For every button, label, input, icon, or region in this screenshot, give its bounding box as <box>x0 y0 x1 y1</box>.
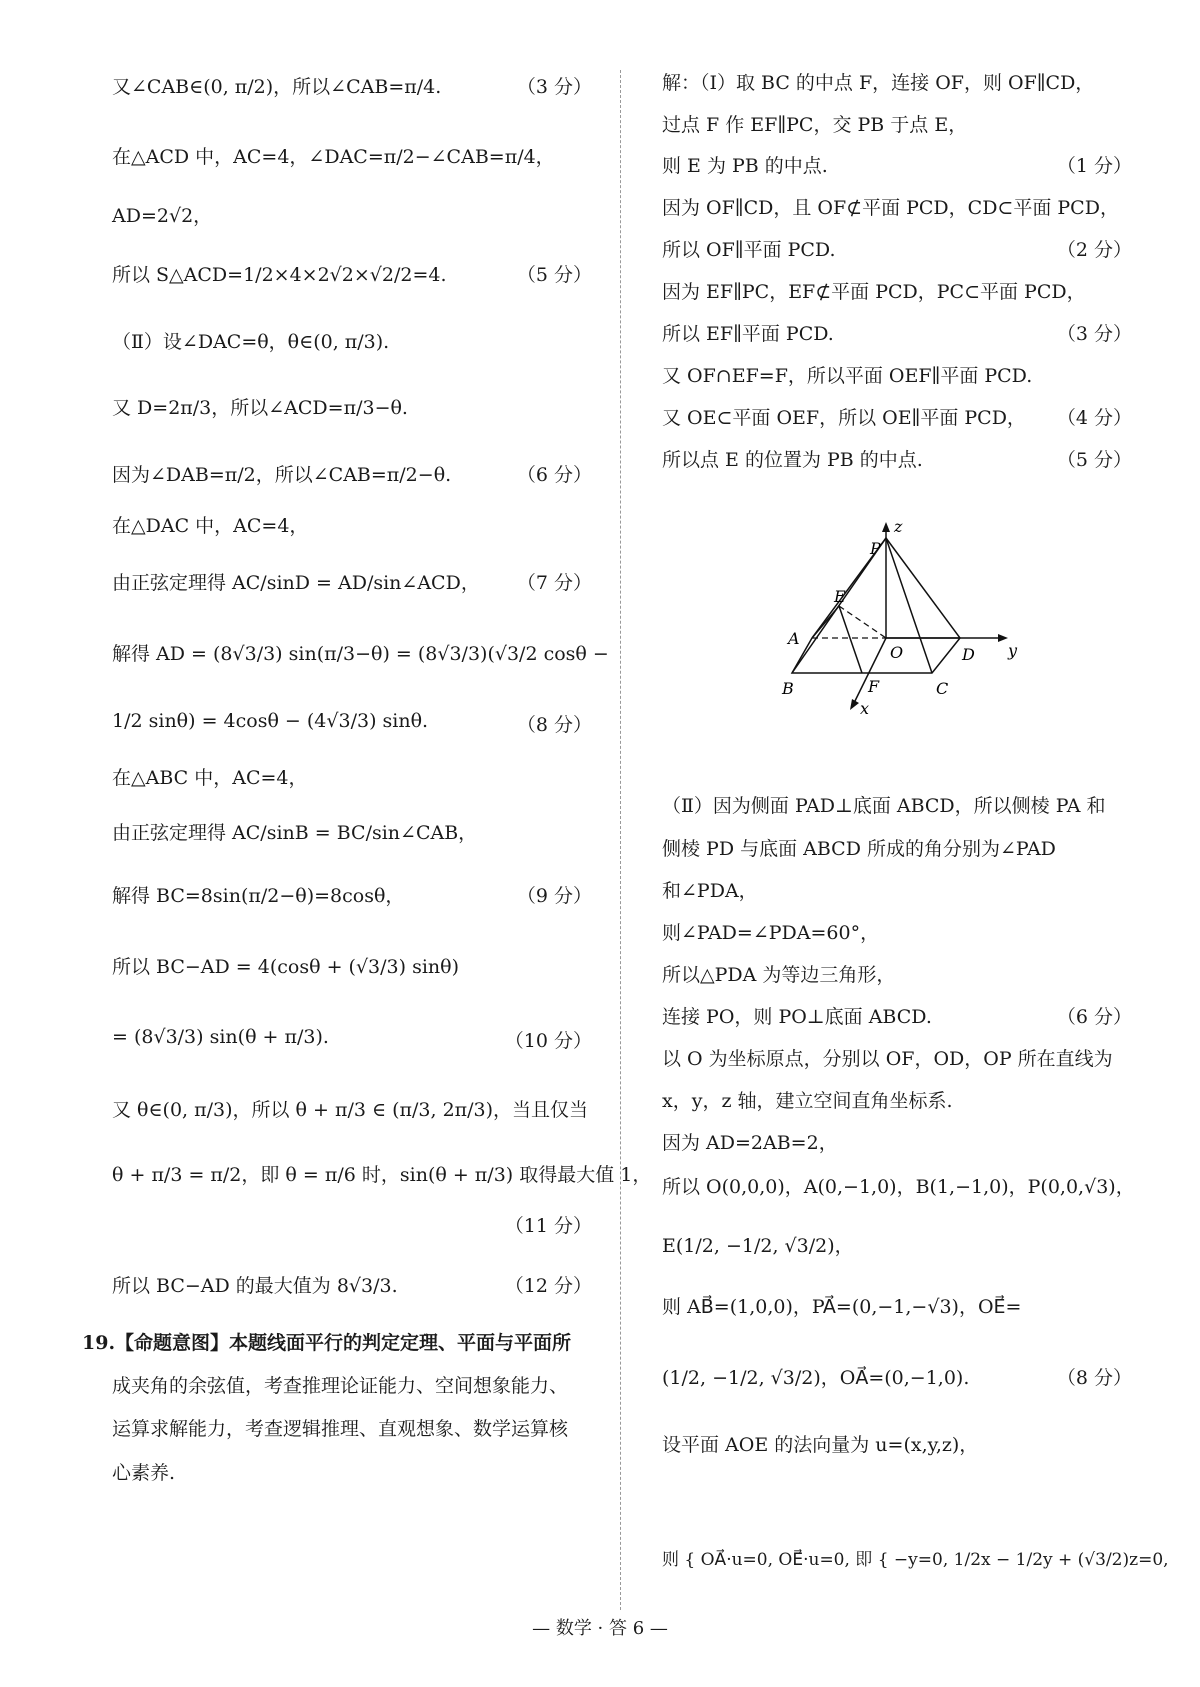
question-19-heading: 19.【命题意图】本题线面平行的判定定理、平面与平面所 <box>82 1332 572 1354</box>
text-line: 由正弦定理得 AC/sinD = AD/sin∠ACD， （7 分） <box>112 572 592 594</box>
text-line: （Ⅱ）设∠DAC=θ，θ∈(0, π/3). <box>112 331 390 353</box>
edge-EF <box>839 606 862 673</box>
label-E: E <box>834 587 846 606</box>
x-arrow-icon <box>850 699 859 710</box>
text-line: (1/2, −1/2, √3/2)，OA⃗=(0,−1,0). （8 分） <box>662 1367 1132 1389</box>
label-x: x <box>860 699 870 718</box>
text-line: 解得 BC=8sin(π/2−θ)=8cosθ， （9 分） <box>112 885 592 907</box>
text-line: 所以 S△ACD=1/2×4×2√2×√2/2=4. （5 分） <box>112 264 592 286</box>
text-line: 又∠CAB∈(0, π/2)，所以∠CAB=π/4. （3 分） <box>112 76 592 98</box>
text-line: = (8√3/3) sin(θ + π/3). （10 分） <box>112 1026 592 1052</box>
text-line: 和∠PDA， <box>662 880 758 902</box>
page-footer: — 数学 · 答 6 — <box>532 1618 668 1639</box>
label-y: y <box>1008 641 1018 660</box>
z-arrow-icon <box>882 522 890 532</box>
edge-EO <box>839 606 886 638</box>
y-arrow-icon <box>998 634 1008 642</box>
text-line: 又 OF∩EF=F，所以平面 OEF∥平面 PCD. <box>662 365 1033 387</box>
text-line: 所以 EF∥平面 PCD. （3 分） <box>662 323 1132 345</box>
text-line: 成夹角的余弦值，考查推理论证能力、空间想象能力、 <box>112 1375 569 1397</box>
column-divider <box>620 70 621 1610</box>
text-line: 由正弦定理得 AC/sinB = BC/sin∠CAB， <box>112 822 478 844</box>
edge-PD <box>886 538 960 638</box>
text-line: 在△ACD 中，AC=4，∠DAC=π/2−∠CAB=π/4， <box>112 146 555 168</box>
text-line: 则∠PAD=∠PDA=60°， <box>662 922 880 944</box>
base-edges <box>792 638 960 673</box>
text-line: 侧棱 PD 与底面 ABCD 所成的角分别为∠PAD <box>662 838 1056 860</box>
text-line: θ + π/3 = π/2，即 θ = π/6 时，sin(θ + π/3) 取得最大值 1， <box>112 1164 652 1186</box>
text-line: 1/2 sinθ) = 4cosθ − (4√3/3) sinθ. （8 分） <box>112 710 592 736</box>
text-line: 在△ABC 中，AC=4， <box>112 767 308 789</box>
text-line: 又 OE⊂平面 OEF，所以 OE∥平面 PCD， （4 分） <box>662 407 1132 429</box>
label-A: A <box>788 629 800 648</box>
text-line: 解得 AD = (8√3/3) sin(π/3−θ) = (8√3/3)(√3/2 cosθ − <box>112 643 609 665</box>
text-line: 因为∠DAB=π/2，所以∠CAB=π/2−θ. （6 分） <box>112 464 592 486</box>
label-C: C <box>936 679 949 698</box>
text-line: （Ⅱ）因为侧面 PAD⊥底面 ABCD，所以侧棱 PA 和 <box>662 795 1106 817</box>
text-line: 所以△PDA 为等边三角形， <box>662 964 896 986</box>
text-line: 又 θ∈(0, π/3)，所以 θ + π/3 ∈ (π/3, 2π/3)，当且仅当 <box>112 1099 589 1121</box>
edge-AE <box>812 606 839 638</box>
text-line: 解：（Ⅰ）取 BC 的中点 F，连接 OF，则 OF∥CD， <box>662 72 1095 94</box>
text-line: 因为 OF∥CD，且 OF⊄平面 PCD，CD⊂平面 PCD， <box>662 197 1119 219</box>
text-line: 运算求解能力，考查逻辑推理、直观想象、数学运算核 <box>112 1418 569 1440</box>
text-line: AD=2√2， <box>112 205 213 227</box>
text-line: 在△DAC 中，AC=4， <box>112 515 309 537</box>
label-D: D <box>962 645 975 664</box>
text-line: 所以点 E 的位置为 PB 的中点. （5 分） <box>662 449 1132 471</box>
text-line: 因为 AD=2AB=2， <box>662 1132 838 1154</box>
label-B: B <box>782 679 794 698</box>
text-line: 连接 PO，则 PO⊥底面 ABCD. （6 分） <box>662 1006 1132 1028</box>
text-line: 过点 F 作 EF∥PC，交 PB 于点 E， <box>662 114 968 136</box>
text-line: 则 AB⃗=(1,0,0)，PA⃗=(0,−1,−√3)，OE⃗= <box>662 1296 1022 1318</box>
label-O: O <box>890 643 904 662</box>
pyramid-figure <box>770 520 1040 760</box>
label-P: P <box>870 539 881 558</box>
text-line: 心素养. <box>112 1462 176 1484</box>
label-z: z <box>894 520 903 536</box>
text-line: x，y，z 轴，建立空间直角坐标系. <box>662 1090 953 1112</box>
text-line: 以 O 为坐标原点，分别以 OF，OD，OP 所在直线为 <box>662 1048 1113 1070</box>
text-line: 又 D=2π/3，所以∠ACD=π/3−θ. <box>112 397 408 419</box>
text-line: 所以 OF∥平面 PCD. （2 分） <box>662 239 1132 261</box>
text-line: 所以 BC−AD 的最大值为 8√3/3. （12 分） <box>112 1275 592 1297</box>
equation-system: 则 { OA⃗·u=0, OE⃗·u=0, 即 { −y=0, 1/2x − 1/2y + (√3/2)z=0, <box>662 1550 1169 1570</box>
text-line: 因为 EF∥PC，EF⊄平面 PCD，PC⊂平面 PCD， <box>662 281 1086 303</box>
text-line: 所以 O(0,0,0)，A(0,−1,0)，B(1,−1,0)，P(0,0,√3)， <box>662 1176 1135 1198</box>
text-line: 所以 BC−AD = 4(cosθ + (√3/3) sinθ) <box>112 956 460 978</box>
label-F: F <box>868 677 880 696</box>
text-line: 设平面 AOE 的法向量为 u=(x,y,z)， <box>662 1434 979 1456</box>
text-line: 则 E 为 PB 的中点. （1 分） <box>662 155 1132 177</box>
text-line: E(1/2, −1/2, √3/2)， <box>662 1235 854 1257</box>
